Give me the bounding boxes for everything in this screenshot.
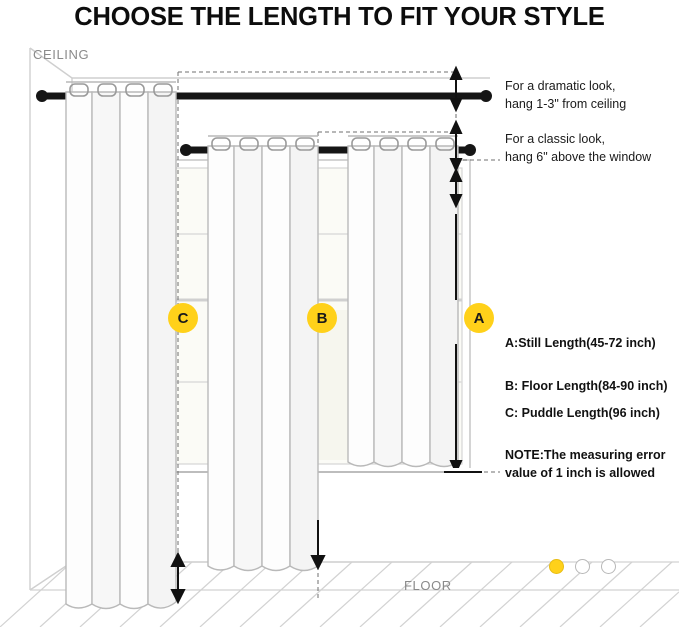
marker-c: C [168, 303, 198, 333]
page-title: CHOOSE THE LENGTH TO FIT YOUR STYLE [74, 3, 605, 31]
marker-a: A [464, 303, 494, 333]
ceiling-label: CEILING [33, 47, 90, 62]
floor-label: FLOOR [404, 578, 452, 593]
legend-item-c: C: Puddle Length(96 inch) [505, 406, 660, 420]
annotation-classic-line1: For a classic look, [505, 132, 606, 146]
note-line1: NOTE:The measuring error [505, 448, 666, 462]
legend-item-a: A:Still Length(45-72 inch) [505, 336, 656, 350]
legend-item-b: B: Floor Length(84-90 inch) [505, 379, 668, 393]
carousel-dots [549, 559, 616, 574]
marker-b: B [307, 303, 337, 333]
annotation-classic-line2: hang 6" above the window [505, 150, 652, 164]
annotation-dramatic-line2: hang 1-3" from ceiling [505, 97, 627, 111]
note-line2: value of 1 inch is allowed [505, 466, 656, 480]
annotation-dramatic-line1: For a dramatic look, [505, 79, 616, 93]
carousel-dot-1[interactable] [549, 559, 564, 574]
carousel-dot-3[interactable] [601, 559, 616, 574]
carousel-dot-2[interactable] [575, 559, 590, 574]
